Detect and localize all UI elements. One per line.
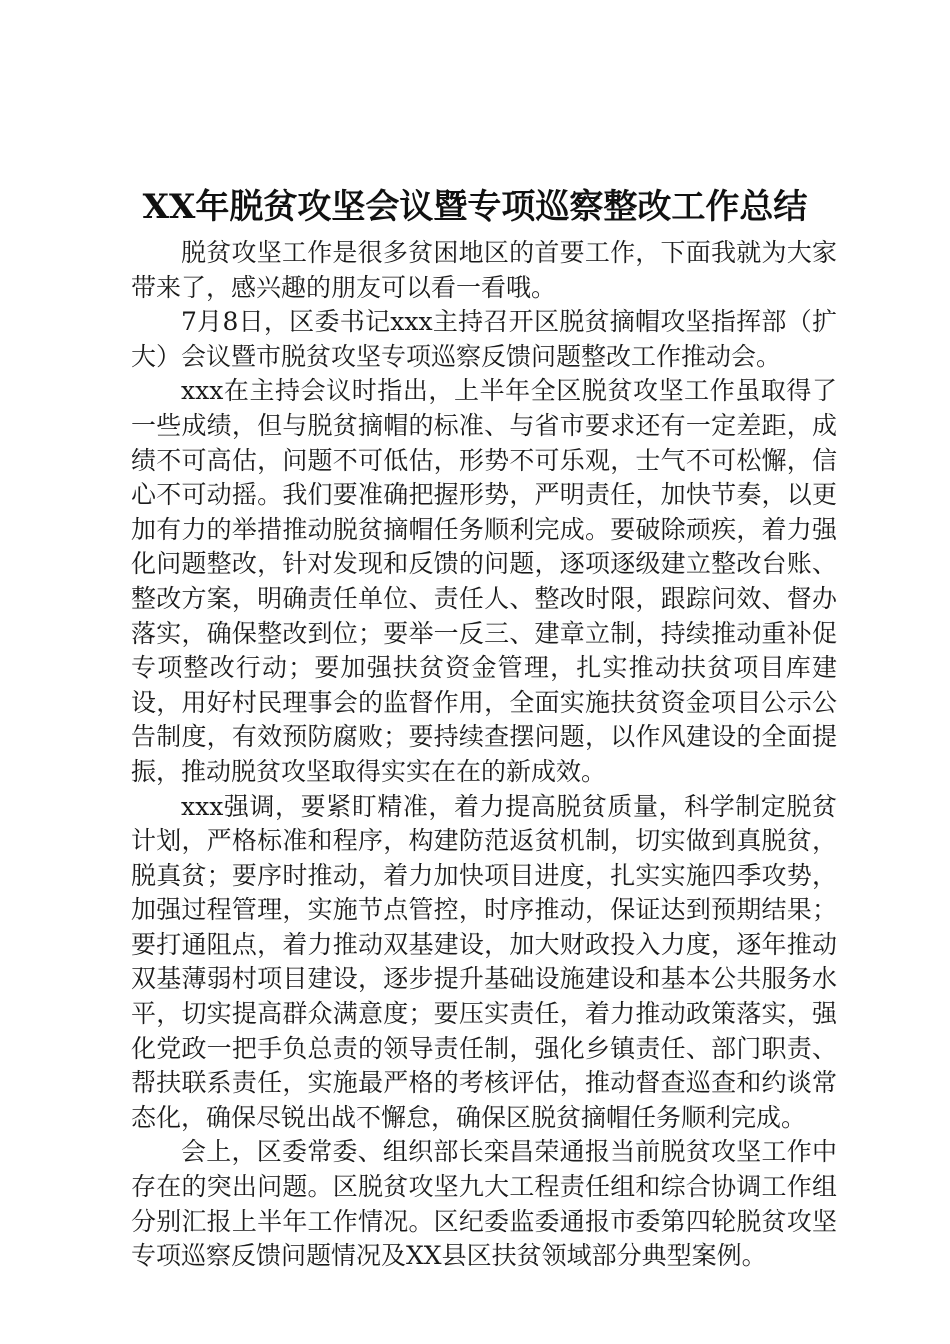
paragraph-report: 会上，区委常委、组织部长栾昌荣通报当前脱贫攻坚工作中存在的突出问题。区脱贫攻坚九大工程责任组和综合协调工作组分别汇报上半年工作情况。区纪委监委通报市委第四轮脱贫攻坚专项巡察反馈问题情况及XX县区扶贫领域部分典型案例。 [131,1137,837,1271]
paragraph-intro: 脱贫攻坚工作是很多贫困地区的首要工作，下面我就为大家带来了，感兴趣的朋友可以看一看哦。 [131,238,837,302]
document-body [131,236,837,1274]
document-title: XX年脱贫攻坚会议暨专项巡察整改工作总结 [142,187,808,227]
paragraph-emphasis: xxx强调，要紧盯精准，着力提高脱贫质量，科学制定脱贫计划，严格标准和程序，构建防范返贫机制，切实做到真脱贫，脱真贫；要序时推动，着力加快项目进度，扎实实施四季攻势，加强过程管理，实施节点管控，时序推动，保证达到预期结果；要打通阻点，着力推动双基建设，加大财政投入力度，逐年推动双基薄弱村项目建设，逐步提升基础设施建设和基本公共服务水平，切实提高群众满意度；要压实责任，着力推动政策落实，强化党政一把手负总责的领导责任制，强化乡镇责任、部门职责、帮扶联系责任，实施最严格的考核评估，推动督查巡查和约谈常态化，确保尽锐出战不懈怠，确保区脱贫摘帽任务顺利完成。 [131,791,837,1132]
paragraph-remarks: xxx在主持会议时指出，上半年全区脱贫攻坚工作虽取得了一些成绩，但与脱贫摘帽的标准、与省市要求还有一定差距，成绩不可高估，问题不可低估，形势不可乐观，士气不可松懈，信心不可动摇。我们要准确把握形势，严明责任，加快节奏，以更加有力的举措推动脱贫摘帽任务顺利完成。要破除顽疾，着力强化问题整改，针对发现和反馈的问题，逐项逐级建立整改台账、整改方案，明确责任单位、责任人、整改时限，跟踪问效、督办落实，确保整改到位；要举一反三、建章立制，持续推动重补促专项整改行动；要加强扶贫资金管理，扎实推动扶贫项目库建设，用好村民理事会的监督作用，全面实施扶贫资金项目公示公告制度，有效预防腐败；要持续查摆问题，以作风建设的全面提振，推动脱贫攻坚取得实实在在的新成效。 [131,376,837,786]
paragraph-meeting: 7月8日，区委书记xxx主持召开区脱贫摘帽攻坚指挥部（扩大）会议暨市脱贫攻坚专项巡察反馈问题整改工作推动会。 [131,307,837,371]
